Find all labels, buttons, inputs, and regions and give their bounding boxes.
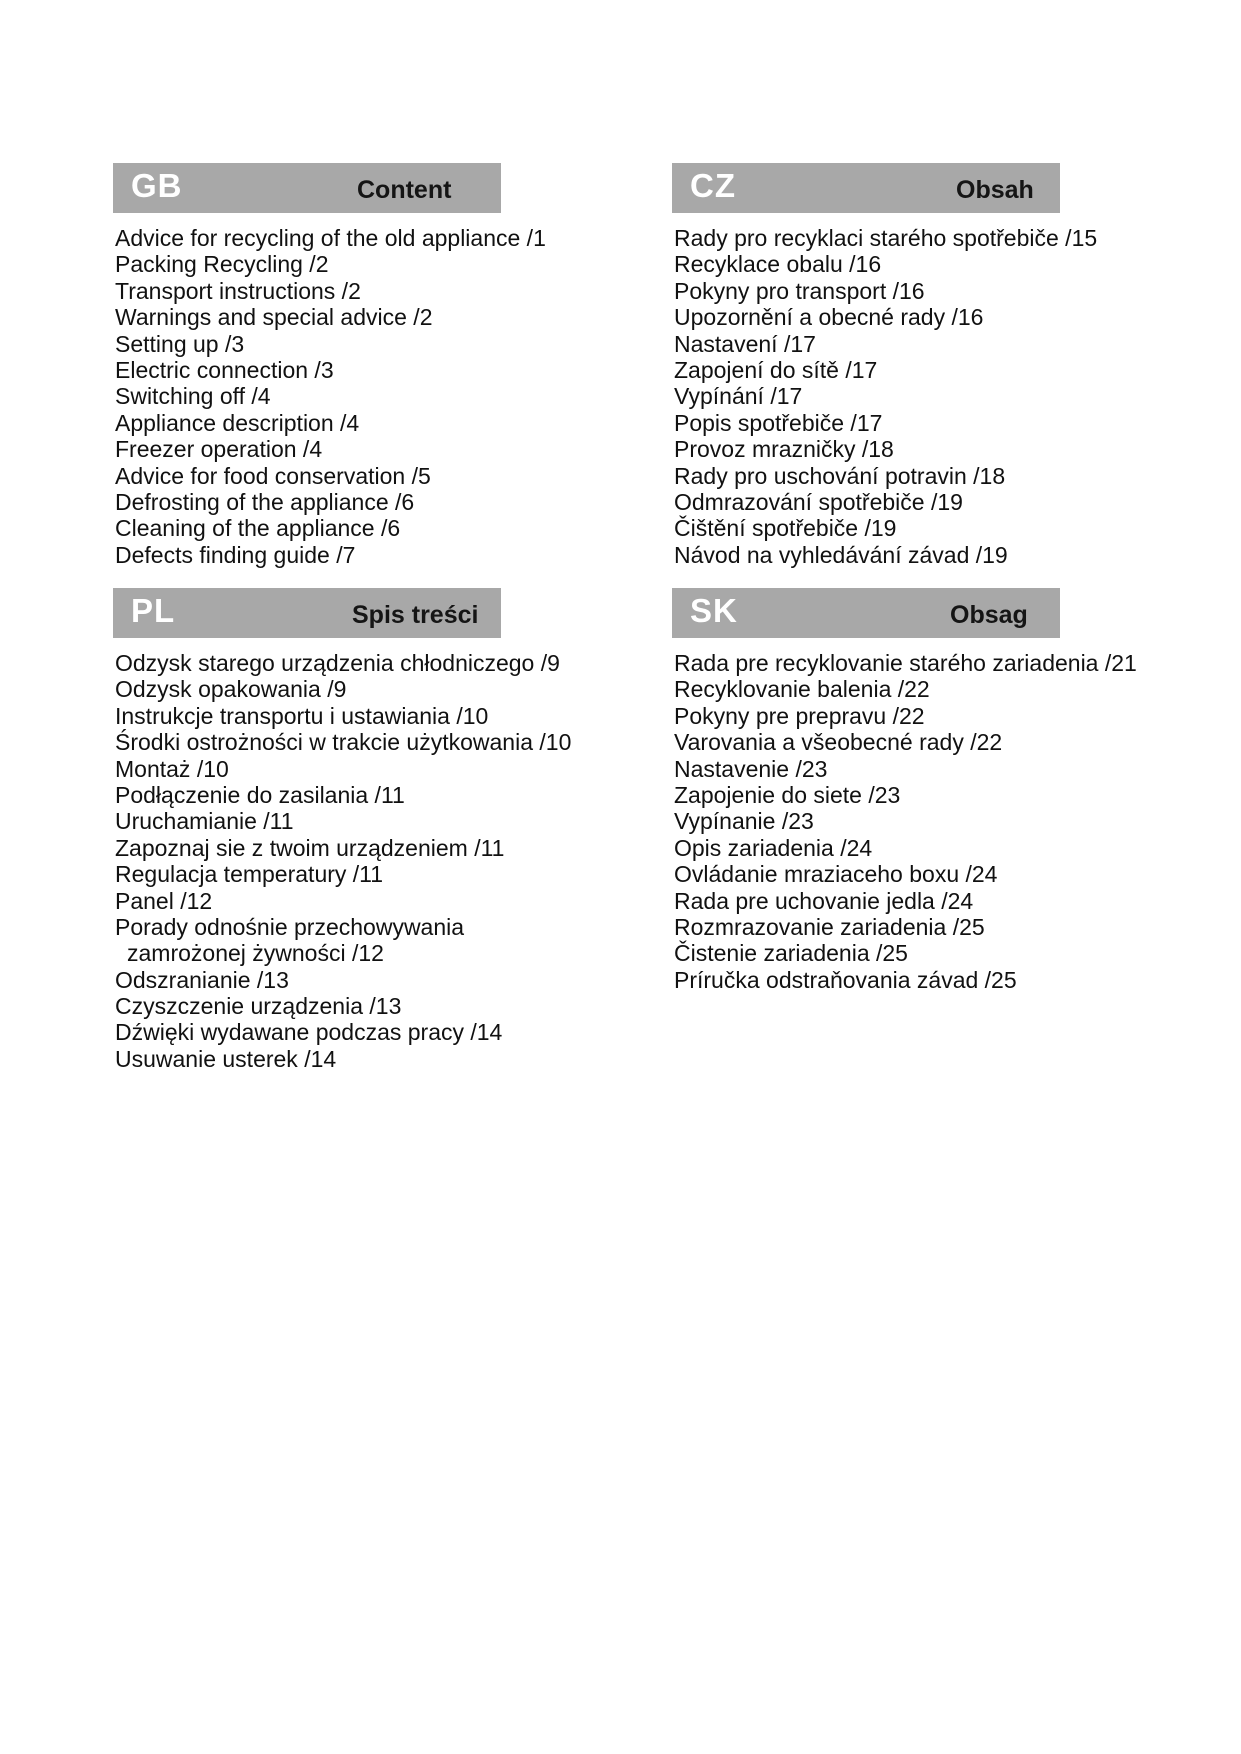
toc-item: Freezer operation /4 [115, 436, 323, 463]
section-title-cz: Obsah [956, 176, 1034, 204]
toc-item: Recyklace obalu /16 [674, 251, 882, 278]
toc-item: Setting up /3 [115, 330, 245, 357]
toc-item: Recyklovanie balenia /22 [674, 676, 930, 703]
section-gb [113, 163, 546, 568]
section-title-sk: Obsag [950, 601, 1028, 629]
section-pl [113, 588, 571, 1072]
language-code-pl: PL [131, 592, 176, 629]
toc-item: Rada pre uchovanie jedla /24 [674, 887, 974, 914]
toc-item: Packing Recycling /2 [115, 251, 329, 278]
toc-item: Advice for food conservation /5 [115, 462, 431, 489]
toc-item: Zapojenie do siete /23 [674, 781, 901, 808]
section-header-pl [113, 588, 501, 638]
section-sk [672, 588, 1137, 993]
toc-item: Środki ostrożności w trakcie użytkowania /10 [115, 729, 572, 756]
section-header-sk [672, 588, 1060, 638]
toc-item-continuation: zamrożonej żywności /12 [127, 940, 384, 967]
section-cz [672, 163, 1097, 568]
toc-item: Čistenie zariadenia /25 [674, 940, 908, 967]
toc-item: Vypínání /17 [674, 383, 803, 410]
toc-item: Regulacja temperatury /11 [115, 861, 384, 888]
language-code-sk: SK [690, 592, 738, 629]
toc-item: Advice for recycling of the old appliance /1 [115, 225, 546, 251]
section-header-gb [113, 163, 501, 213]
toc-item: Odszranianie /13 [115, 966, 289, 993]
toc-item: Rozmrazovanie zariadenia /25 [674, 913, 985, 940]
toc-item: Varovania a všeobecné rady /22 [674, 729, 1003, 756]
toc-item: Odzysk starego urządzenia chłodniczego /9 [115, 650, 560, 676]
toc-item: Cleaning of the appliance /6 [115, 515, 401, 542]
toc-item: Opis zariadenia /24 [674, 834, 873, 861]
toc-item: Vypínanie /23 [674, 808, 814, 835]
toc-item: Panel /12 [115, 887, 213, 914]
toc-item: Ovládanie mraziaceho boxu /24 [674, 861, 998, 888]
toc-item: Pokyny pre prepravu /22 [674, 702, 925, 729]
toc-item: Zapoznaj sie z twoim urządzeniem /11 [115, 834, 505, 861]
toc-item: Upozornění a obecné rady /16 [674, 304, 984, 331]
toc-item: Transport instructions /2 [115, 277, 361, 304]
language-code-cz: CZ [690, 167, 736, 204]
toc-item: Návod na vyhledávání závad /19 [674, 541, 1008, 568]
toc-item: Rada pre recyklovanie starého zariadenia /21 [674, 650, 1137, 676]
toc-item: Pokyny pro transport /16 [674, 277, 925, 304]
toc-item: Podłączenie do zasilania /11 [115, 781, 405, 808]
toc-list-pl [115, 650, 571, 1072]
toc-item: Defects finding guide /7 [115, 541, 356, 568]
toc-item: Rady pro recyklaci starého spotřebiče /15 [674, 225, 1098, 251]
language-code-gb: GB [131, 167, 183, 204]
toc-item: Porady odnośnie przechowywania [115, 913, 465, 940]
toc-item: Nastavenie /23 [674, 755, 828, 782]
toc-item: Electric connection /3 [115, 356, 334, 383]
toc-item: Dźwięki wydawane podczas pracy /14 [115, 1019, 503, 1046]
toc-item: Uruchamianie /11 [115, 808, 294, 835]
toc-item: Nastavení /17 [674, 330, 816, 357]
toc-item: Odzysk opakowania /9 [115, 676, 347, 703]
toc-list-sk [674, 650, 1137, 993]
section-header-cz [672, 163, 1060, 213]
toc-list-gb [115, 225, 546, 568]
toc-item: Czyszczenie urządzenia /13 [115, 993, 402, 1020]
section-title-gb: Content [357, 176, 452, 204]
toc-item: Switching off /4 [115, 383, 271, 410]
toc-item: Čištění spotřebiče /19 [674, 515, 897, 542]
toc-item: Príručka odstraňovania závad /25 [674, 966, 1017, 993]
toc-list-cz [674, 225, 1097, 568]
section-title-pl: Spis treści [352, 601, 479, 629]
toc-item: Zapojení do sítě /17 [674, 356, 878, 383]
toc-item: Usuwanie usterek /14 [115, 1045, 337, 1072]
toc-item: Instrukcje transportu i ustawiania /10 [115, 702, 489, 729]
toc-item: Rady pro uschování potravin /18 [674, 462, 1006, 489]
toc-item: Montaż /10 [115, 755, 229, 782]
toc-item: Appliance description /4 [115, 409, 360, 436]
toc-item: Defrosting of the appliance /6 [115, 488, 415, 515]
toc-item: Provoz mrazničky /18 [674, 436, 894, 463]
toc-item: Popis spotřebiče /17 [674, 409, 883, 436]
toc-item: Warnings and special advice /2 [115, 304, 433, 331]
toc-item: Odmrazování spotřebiče /19 [674, 488, 963, 515]
